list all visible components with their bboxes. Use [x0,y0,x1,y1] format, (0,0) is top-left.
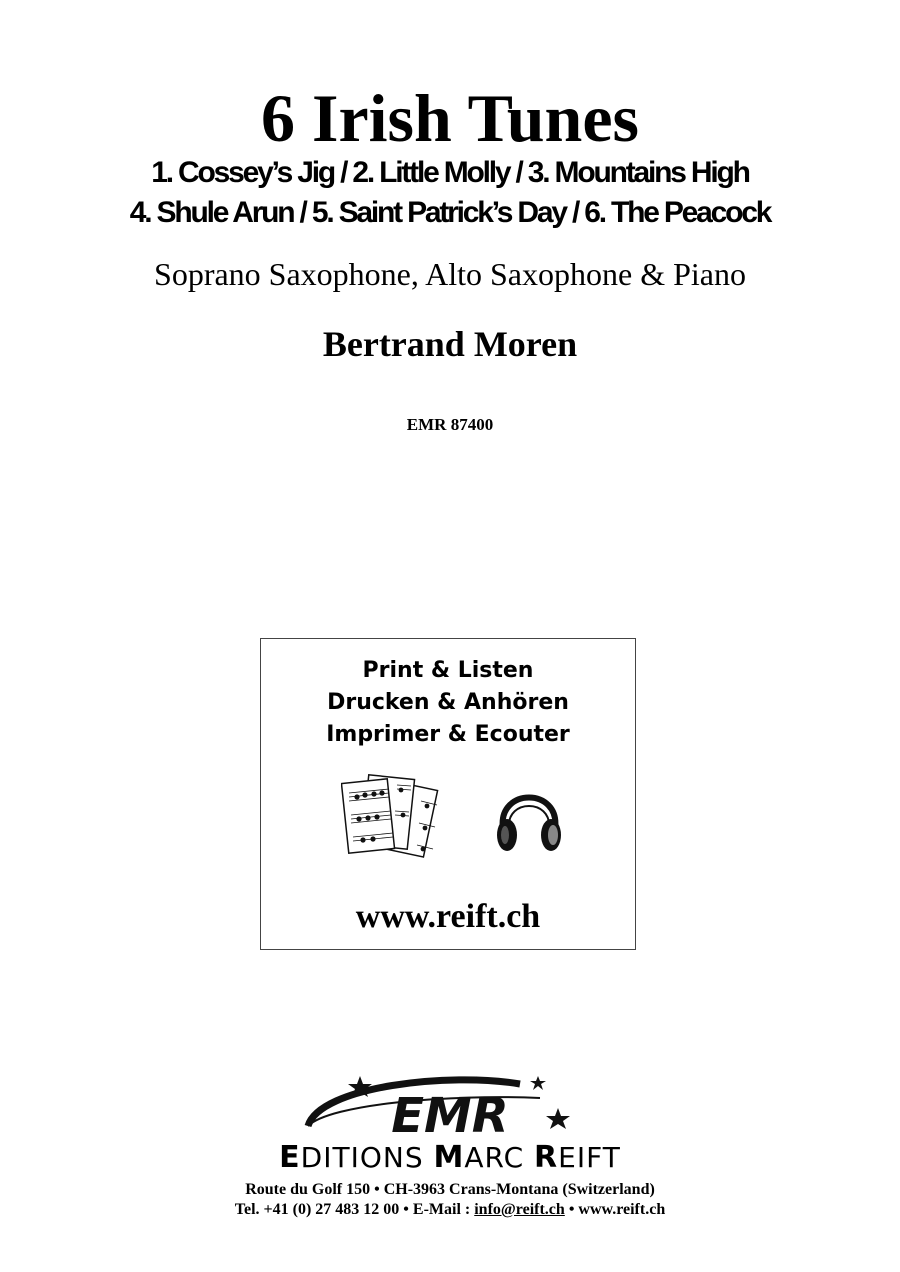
telephone: Tel. +41 (0) 27 483 12 00 • E-Mail : [234,1201,475,1218]
web-link: • www.reift.ch [564,1201,666,1218]
publisher-name: EDITIONS MARC REIFT [279,1140,621,1175]
promo-lines [261,655,635,751]
headphones-icon [493,777,565,859]
promo-line-fr: Imprimer & Ecouter [326,722,570,747]
composer-name: Bertrand Moren [322,324,578,364]
score-title: 6 Irish Tunes [261,80,639,156]
print-listen-box [260,638,636,950]
promo-line-en: Print & Listen [362,658,534,683]
sheet-music-icon [341,771,469,871]
emr-logo-icon [300,1074,590,1146]
catalog-number: EMR 87400 [406,415,494,434]
email-link[interactable]: info@reift.ch [474,1201,565,1218]
promo-line-de: Drucken & Anhören [327,690,569,715]
website-url[interactable]: www.reift.ch [355,898,541,935]
publisher-contact [0,1200,900,1220]
tune-list-line-2: 4. Shule Arun / 5. Saint Patrick’s Day / 6. The Peacock [129,196,771,229]
svg-text:EMR: EMR [391,1088,509,1144]
instrumentation: Soprano Saxophone, Alto Saxophone & Piano [154,256,746,292]
tune-list-line-1: 1. Cossey’s Jig / 2. Little Molly / 3. Mountains High [151,156,749,189]
publisher-address: Route du Golf 150 • CH-3963 Crans-Montana (Switzerland) [245,1181,655,1198]
